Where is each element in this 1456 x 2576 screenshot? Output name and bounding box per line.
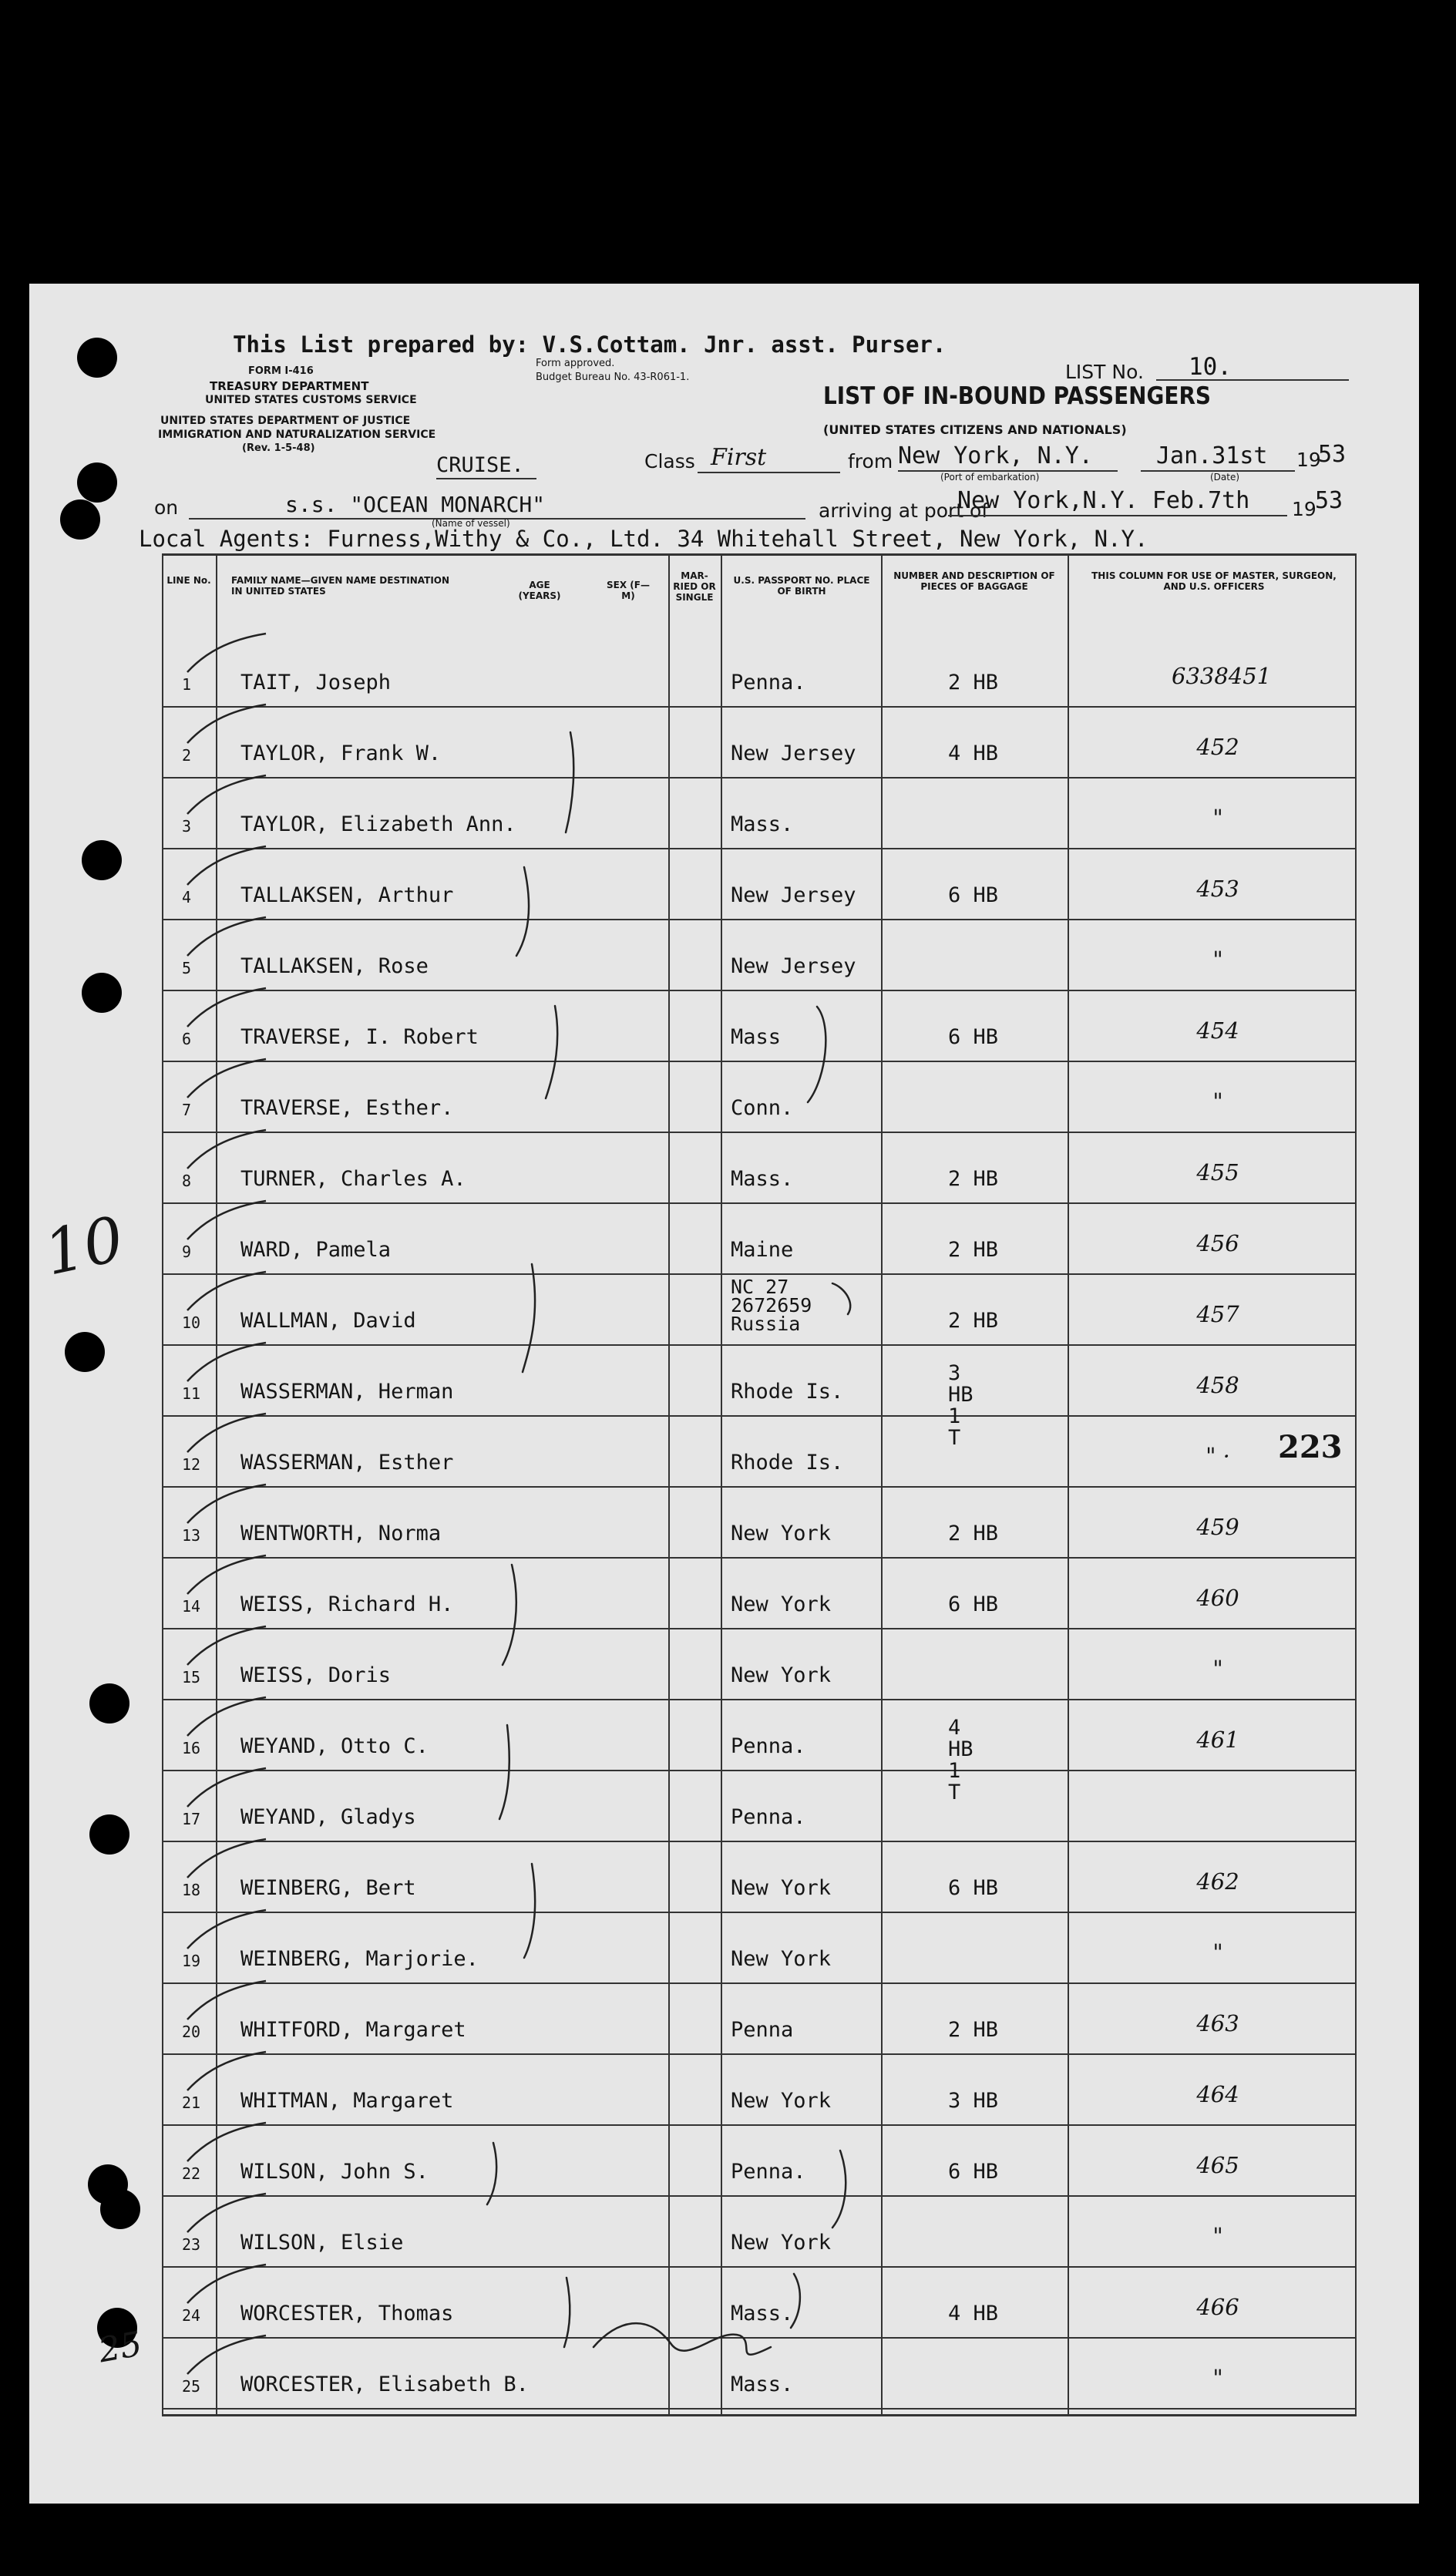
place-of-birth: New York: [731, 1592, 832, 1616]
prepared-by-line: This List prepared by: V.S.Cottam. Jnr. asst. Purser.: [233, 331, 947, 358]
baggage-count: 2 HB: [948, 1522, 999, 1545]
class-underline: [698, 472, 840, 473]
place-of-birth: New York: [731, 2231, 832, 2255]
stamp-number: 223: [1278, 1429, 1343, 1465]
line-number: 7: [182, 1101, 192, 1119]
baggage-count: 4 HB: [948, 2302, 999, 2325]
place-of-birth: New York: [731, 1947, 832, 1971]
official-use-number: 459: [1196, 1514, 1239, 1540]
official-use-number: 456: [1196, 1230, 1239, 1256]
row-rule: [162, 1912, 1357, 1913]
passenger-name: WEYAND, Otto C.: [240, 1734, 429, 1758]
check-mark-icon: [181, 1269, 274, 1315]
check-mark-icon: [181, 2191, 274, 2237]
table-bottom-rule: [162, 2414, 1357, 2416]
place-of-birth: New Jersey: [731, 883, 856, 907]
passenger-name: WORCESTER, Thomas: [240, 2302, 454, 2325]
customs-service: UNITED STATES CUSTOMS SERVICE: [205, 394, 417, 406]
official-use-number: 6338451: [1172, 663, 1272, 689]
row-rule: [162, 1132, 1357, 1133]
table-top-rule: [162, 553, 1357, 556]
col-rule: [668, 553, 670, 2415]
check-mark-icon: [181, 2049, 274, 2095]
line-number: 6: [182, 1030, 192, 1048]
row-rule: [162, 1486, 1357, 1488]
check-mark-icon: [181, 1907, 274, 1953]
place-of-birth: New York: [731, 1522, 832, 1545]
punch-hole: [82, 840, 122, 880]
official-use-number: 462: [1196, 1868, 1239, 1895]
place-of-birth: New Jersey: [731, 954, 856, 978]
row-rule: [162, 2195, 1357, 2197]
line-number: 4: [182, 888, 192, 906]
check-mark-icon: [181, 1056, 274, 1102]
check-mark-icon: [181, 1127, 274, 1173]
baggage-count: 4 HB: [948, 742, 999, 765]
passenger-name: WEYAND, Gladys: [240, 1805, 416, 1829]
passenger-name: TURNER, Charles A.: [240, 1167, 466, 1191]
row-rule: [162, 1982, 1357, 1984]
cruise-underline: [436, 478, 536, 479]
place-of-birth: Mass.: [731, 1167, 794, 1191]
passenger-name: WASSERMAN, Esther: [240, 1451, 454, 1475]
margin-note-25: 25: [95, 2324, 146, 2371]
official-use-number: 466: [1196, 2294, 1239, 2320]
place-of-birth: Rhode Is.: [731, 1380, 844, 1404]
check-mark-icon: [181, 1765, 274, 1811]
cruise-label: CRUISE.: [436, 453, 524, 477]
col-rule: [721, 553, 722, 2415]
punch-hole: [89, 1683, 129, 1723]
official-use-number: 458: [1196, 1372, 1239, 1398]
class-value: First: [711, 444, 767, 471]
row-rule: [162, 1699, 1357, 1700]
passenger-name: TAYLOR, Frank W.: [240, 742, 442, 765]
place-of-birth: New York: [731, 2089, 832, 2113]
row-rule: [162, 2124, 1357, 2126]
document-title: LIST OF IN-BOUND PASSENGERS: [823, 382, 1212, 410]
line-number: 18: [182, 1881, 201, 1899]
check-mark-icon: [181, 701, 274, 748]
punch-hole: [60, 499, 100, 540]
place-of-birth: Mass.: [731, 2302, 794, 2325]
row-rule: [162, 1841, 1357, 1842]
line-number: 15: [182, 1668, 201, 1687]
check-mark-icon: [181, 1411, 274, 1457]
passenger-name: TAIT, Joseph: [240, 671, 392, 694]
place-of-birth: New York: [731, 1876, 832, 1900]
place-of-birth: Maine: [731, 1238, 794, 1262]
baggage-count: 3 HB: [948, 2089, 999, 2113]
from-label: from: [848, 450, 893, 472]
passenger-name: TALLAKSEN, Rose: [240, 954, 429, 978]
official-use-number: ": [1212, 805, 1223, 831]
official-use-number: 455: [1196, 1159, 1239, 1185]
local-agents: Local Agents: Furness,Withy & Co., Ltd. 34 Whitehall Street, New York, N.Y.: [139, 526, 1148, 552]
passenger-name: WEINBERG, Bert: [240, 1876, 416, 1900]
line-number: 14: [182, 1597, 201, 1616]
line-number: 13: [182, 1526, 201, 1545]
check-mark-icon: [181, 1978, 274, 2024]
header-baggage: NUMBER AND DESCRIPTION OF PIECES OF BAGGAGE: [893, 570, 1055, 592]
passenger-name: WARD, Pamela: [240, 1238, 392, 1262]
budget-bureau: Budget Bureau No. 43-R061-1.: [536, 372, 690, 383]
passenger-name: WILSON, John S.: [240, 2160, 429, 2184]
arrival-year: 53: [1315, 487, 1343, 514]
row-rule: [162, 990, 1357, 991]
row-rule: [162, 2053, 1357, 2055]
passenger-name: TRAVERSE, Esther.: [240, 1096, 454, 1120]
official-use-number: ": [1212, 1656, 1223, 1682]
check-mark-icon: [181, 1340, 274, 1386]
baggage-count: 6 HB: [948, 1876, 999, 1900]
header-passport: U.S. PASSPORT NO. PLACE OF BIRTH: [733, 575, 870, 597]
official-use-number: 453: [1196, 876, 1239, 902]
passenger-name: WENTWORTH, Norma: [240, 1522, 442, 1545]
line-number: 9: [182, 1243, 192, 1261]
row-rule: [162, 919, 1357, 920]
line-number: 12: [182, 1455, 201, 1474]
official-use-number: ": [1212, 2365, 1223, 2391]
official-use-number: 457: [1196, 1301, 1239, 1327]
place-of-birth: Rhode Is.: [731, 1451, 844, 1475]
place-of-birth: Penna.: [731, 671, 806, 694]
col-rule: [1068, 553, 1069, 2415]
justice-department: UNITED STATES DEPARTMENT OF JUSTICE: [160, 415, 411, 427]
header-sex: SEX (F—M): [607, 580, 650, 601]
vessel-name: s.s. "OCEAN MONARCH": [285, 492, 546, 517]
official-use-number: 464: [1196, 2081, 1239, 2107]
line-number: 16: [182, 1739, 201, 1757]
place-of-birth: NC 27 2672659 Russia: [731, 1276, 812, 1335]
header-name: FAMILY NAME—GIVEN NAME DESTINATION IN UNITED STATES: [231, 575, 450, 597]
revision-date: (Rev. 1-5-48): [242, 442, 315, 454]
punch-hole: [100, 2189, 140, 2229]
passenger-name: WORCESTER, Elisabeth B.: [240, 2373, 529, 2396]
line-number: 24: [182, 2306, 201, 2325]
form-approved: Form approved.: [536, 358, 615, 369]
place-of-birth: Penna: [731, 2018, 794, 2042]
col-rule: [881, 553, 883, 2415]
row-rule: [162, 706, 1357, 708]
baggage-count: 2 HB: [948, 1238, 999, 1262]
passenger-name: TRAVERSE, I. Robert: [240, 1025, 479, 1049]
check-mark-icon: [181, 843, 274, 889]
passenger-name: WHITFORD, Margaret: [240, 2018, 466, 2042]
arrival-port-date: New York,N.Y. Feb.7th: [957, 487, 1250, 514]
punch-hole: [65, 1332, 105, 1372]
embarkation-date: Jan.31st: [1156, 442, 1268, 469]
row-rule: [162, 777, 1357, 779]
official-use-number: ": [1212, 1939, 1223, 1966]
arriving-label: arriving at port of: [819, 499, 989, 522]
official-use-number: 465: [1196, 2152, 1239, 2178]
official-use-number: ": [1212, 2223, 1223, 2249]
row-rule: [162, 1273, 1357, 1275]
line-number: 1: [182, 675, 192, 694]
baggage-count: 2 HB: [948, 671, 999, 694]
passenger-name: TAYLOR, Elizabeth Ann.: [240, 812, 516, 836]
place-of-birth: Conn.: [731, 1096, 794, 1120]
row-rule: [162, 2408, 1357, 2410]
row-rule: [162, 1202, 1357, 1204]
form-number: FORM I-416: [248, 365, 314, 377]
list-no-underline: [1156, 379, 1349, 381]
row-rule: [162, 1061, 1357, 1062]
header-married: MAR-RIED OR SINGLE: [673, 570, 716, 603]
check-mark-icon: [181, 631, 274, 677]
line-number: 17: [182, 1810, 201, 1828]
punch-hole: [89, 1814, 129, 1855]
row-rule: [162, 848, 1357, 849]
check-mark-icon: [181, 1552, 274, 1599]
line-number: 23: [182, 2235, 201, 2254]
official-use-number: 461: [1196, 1727, 1239, 1753]
class-label: Class: [644, 450, 695, 472]
place-of-birth: New York: [731, 1663, 832, 1687]
header-age: AGE (YEARS): [518, 580, 561, 601]
line-number: 11: [182, 1384, 201, 1403]
line-number: 2: [182, 746, 192, 765]
list-no-label: LIST No.: [1065, 361, 1144, 383]
line-number: 22: [182, 2164, 201, 2183]
line-number: 8: [182, 1172, 192, 1190]
col-rule: [162, 553, 163, 2415]
baggage-count: 4 HB 1 T: [948, 1716, 973, 1804]
official-use-number: ": [1212, 947, 1223, 973]
col-rule: [1355, 553, 1357, 2415]
place-of-birth: New Jersey: [731, 742, 856, 765]
passenger-name: WEISS, Doris: [240, 1663, 392, 1687]
check-mark-icon: [181, 1481, 274, 1528]
row-rule: [162, 1770, 1357, 1771]
baggage-count: 2 HB: [948, 1167, 999, 1191]
official-use-number: " ·: [1205, 1443, 1230, 1469]
immigration-service: IMMIGRATION AND NATURALIZATION SERVICE: [158, 429, 436, 441]
row-rule: [162, 1628, 1357, 1629]
passenger-name: WEISS, Richard H.: [240, 1592, 454, 1616]
row-rule: [162, 2266, 1357, 2268]
arrival-underline: [948, 515, 1287, 516]
baggage-count: 2 HB: [948, 1309, 999, 1333]
line-number: 25: [182, 2377, 201, 2396]
passenger-name: WALLMAN, David: [240, 1309, 416, 1333]
arrival-year-prefix: 19: [1292, 498, 1316, 520]
official-use-number: 452: [1196, 734, 1239, 760]
on-label: on: [154, 496, 179, 519]
line-number: 20: [182, 2023, 201, 2041]
check-mark-icon: [181, 1198, 274, 1244]
row-rule: [162, 1344, 1357, 1346]
vessel-caption: (Name of vessel): [432, 518, 510, 529]
place-of-birth: Penna.: [731, 1805, 806, 1829]
embark-year: 53: [1318, 441, 1347, 468]
check-mark-icon: [181, 914, 274, 960]
official-use-number: 460: [1196, 1585, 1239, 1611]
passenger-name: WASSERMAN, Herman: [240, 1380, 454, 1404]
punch-hole: [82, 973, 122, 1013]
line-number: 10: [182, 1313, 201, 1332]
official-use-number: 463: [1196, 2010, 1239, 2036]
check-mark-icon: [181, 2332, 274, 2379]
place-of-birth: Mass.: [731, 812, 794, 836]
check-mark-icon: [181, 985, 274, 1031]
place-of-birth: Mass: [731, 1025, 782, 1049]
check-mark-icon: [181, 772, 274, 819]
margin-note-ten: 10: [38, 1202, 130, 1290]
place-of-birth: Penna.: [731, 2160, 806, 2184]
embarkation-caption: (Port of embarkation): [940, 472, 1040, 483]
baggage-count: 2 HB: [948, 2018, 999, 2042]
official-use-number: ": [1212, 1088, 1223, 1115]
line-number: 5: [182, 959, 192, 977]
embarkation-port: New York, N.Y.: [898, 442, 1093, 469]
passenger-name: WEINBERG, Marjorie.: [240, 1947, 479, 1971]
check-mark-icon: [181, 2120, 274, 2166]
line-number: 19: [182, 1952, 201, 1970]
passenger-name: WILSON, Elsie: [240, 2231, 404, 2255]
date-caption: (Date): [1210, 472, 1240, 483]
punch-hole: [77, 462, 117, 503]
passenger-name: TALLAKSEN, Arthur: [240, 883, 454, 907]
passenger-name: WHITMAN, Margaret: [240, 2089, 454, 2113]
check-mark-icon: [181, 1623, 274, 1670]
header-officers: THIS COLUMN FOR USE OF MASTER, SURGEON, AND U.S. OFFICERS: [1091, 570, 1337, 592]
baggage-count: 6 HB: [948, 1025, 999, 1049]
check-mark-icon: [181, 2262, 274, 2308]
check-mark-icon: [181, 1694, 274, 1740]
place-of-birth: Mass.: [731, 2373, 794, 2396]
row-rule: [162, 1415, 1357, 1417]
baggage-count: 6 HB: [948, 1592, 999, 1616]
header-line-no: LINE No.: [166, 575, 211, 586]
document-subtitle: (UNITED STATES CITIZENS AND NATIONALS): [823, 422, 1127, 437]
check-mark-icon: [181, 1836, 274, 1882]
baggage-count: 3 HB 1 T: [948, 1361, 973, 1450]
treasury-department: TREASURY DEPARTMENT: [210, 379, 369, 393]
row-rule: [162, 2337, 1357, 2339]
baggage-count: 6 HB: [948, 2160, 999, 2184]
line-number: 21: [182, 2093, 201, 2112]
punch-hole: [77, 338, 117, 378]
baggage-count: 6 HB: [948, 883, 999, 907]
line-number: 3: [182, 817, 192, 836]
year-prefix: 19: [1296, 449, 1321, 471]
place-of-birth: Penna.: [731, 1734, 806, 1758]
official-use-number: 454: [1196, 1017, 1239, 1044]
row-rule: [162, 1557, 1357, 1559]
list-no-value: 10.: [1189, 353, 1232, 381]
